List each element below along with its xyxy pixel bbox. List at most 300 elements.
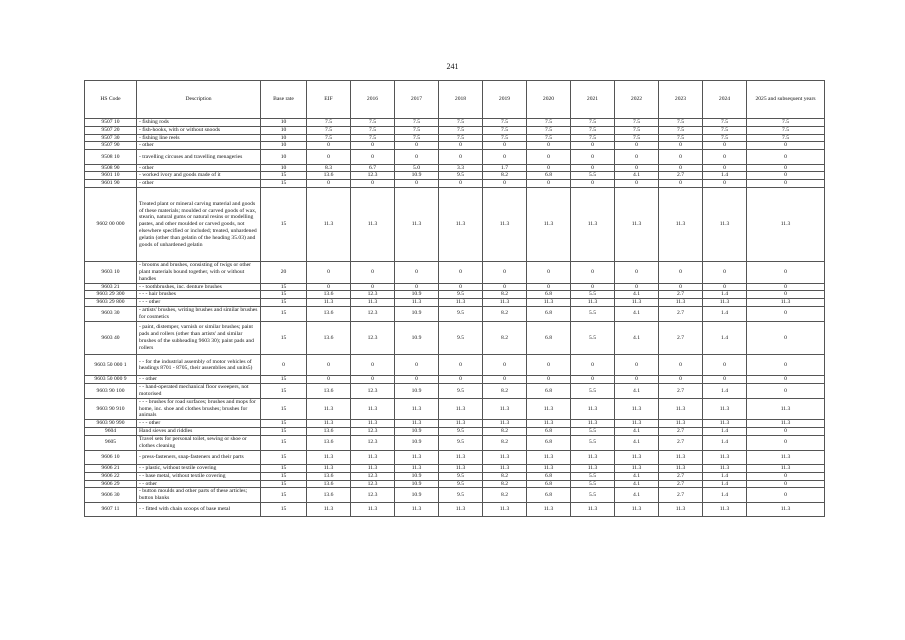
table-row bbox=[85, 376, 825, 384]
table-row bbox=[85, 134, 825, 142]
rate-cell: 15 bbox=[261, 299, 307, 307]
table-row bbox=[85, 188, 825, 262]
rate-cell: 1.4 bbox=[703, 172, 747, 180]
rate-cell: 11.3 bbox=[439, 502, 483, 516]
rate-cell: 0 bbox=[615, 283, 659, 291]
description-cell: - - - other bbox=[137, 299, 261, 307]
rate-cell: 0 bbox=[747, 376, 825, 384]
table-row bbox=[85, 398, 825, 419]
rate-cell: 10 bbox=[261, 150, 307, 164]
hs-code-cell: 9606 30 bbox=[85, 488, 137, 503]
rate-cell: 15 bbox=[261, 180, 307, 188]
rate-cell: 0 bbox=[395, 150, 439, 164]
rate-cell: 9.5 bbox=[439, 172, 483, 180]
hs-code-cell: 9606 21 bbox=[85, 464, 137, 472]
rate-cell: 6.8 bbox=[527, 384, 571, 399]
rate-cell: 11.3 bbox=[659, 188, 703, 262]
rate-cell: 0 bbox=[747, 142, 825, 150]
rate-cell: 8.2 bbox=[483, 384, 527, 399]
rate-cell: 0 bbox=[747, 488, 825, 503]
rate-cell: 5.5 bbox=[571, 480, 615, 488]
rate-cell: 6.8 bbox=[527, 306, 571, 321]
rate-cell: 2.7 bbox=[659, 306, 703, 321]
rate-cell: 11.3 bbox=[527, 450, 571, 464]
rate-cell: 0 bbox=[439, 283, 483, 291]
hs-code-cell: 9603 21 bbox=[85, 283, 137, 291]
rate-cell: 7.5 bbox=[659, 119, 703, 127]
hs-code-cell: 9603 50 000 1 bbox=[85, 355, 137, 376]
rate-cell: 4.1 bbox=[615, 428, 659, 436]
table-row bbox=[85, 172, 825, 180]
rate-cell: 0 bbox=[527, 180, 571, 188]
rate-cell: 7.5 bbox=[659, 126, 703, 134]
table-row bbox=[85, 150, 825, 164]
rate-cell: 0 bbox=[703, 283, 747, 291]
rate-cell: 11.3 bbox=[439, 420, 483, 428]
rate-cell: 7.5 bbox=[527, 119, 571, 127]
hs-code-cell: 9606 22 bbox=[85, 472, 137, 480]
hs-code-cell: 9605 bbox=[85, 435, 137, 450]
rate-cell: 11.3 bbox=[307, 398, 351, 419]
rate-cell: 11.3 bbox=[395, 502, 439, 516]
rate-cell: 0 bbox=[747, 428, 825, 436]
rate-cell: 8.2 bbox=[483, 172, 527, 180]
rate-cell: 0 bbox=[615, 142, 659, 150]
rate-cell: 1.4 bbox=[703, 428, 747, 436]
rate-cell: 9.5 bbox=[439, 291, 483, 299]
table-row bbox=[85, 488, 825, 503]
rate-cell: 9.5 bbox=[439, 488, 483, 503]
header-base-rate: Base rate bbox=[261, 81, 307, 119]
rate-cell: 11.3 bbox=[483, 299, 527, 307]
rate-cell: 8.2 bbox=[483, 321, 527, 355]
rate-cell: 7.5 bbox=[395, 126, 439, 134]
rate-cell: 13.6 bbox=[307, 306, 351, 321]
rate-cell: 11.3 bbox=[307, 464, 351, 472]
rate-cell: 11.3 bbox=[747, 299, 825, 307]
rate-cell: 10 bbox=[261, 126, 307, 134]
hs-code-cell: 9603 90 910 bbox=[85, 398, 137, 419]
rate-cell: 7.5 bbox=[703, 134, 747, 142]
table-row bbox=[85, 119, 825, 127]
rate-cell: 7.5 bbox=[747, 119, 825, 127]
rate-cell: 11.3 bbox=[659, 464, 703, 472]
rate-cell: 0 bbox=[395, 355, 439, 376]
rate-cell: 0 bbox=[439, 150, 483, 164]
rate-cell: 11.3 bbox=[615, 398, 659, 419]
rate-cell: 8.2 bbox=[483, 428, 527, 436]
rate-cell: 5.5 bbox=[571, 472, 615, 480]
rate-cell: 12.3 bbox=[351, 291, 395, 299]
table-body bbox=[85, 119, 825, 517]
rate-cell: 11.3 bbox=[615, 464, 659, 472]
description-cell: - other bbox=[137, 164, 261, 172]
rate-cell: 0 bbox=[261, 355, 307, 376]
rate-cell: 13.6 bbox=[307, 472, 351, 480]
rate-cell: 11.3 bbox=[395, 464, 439, 472]
rate-cell: 0 bbox=[659, 262, 703, 283]
rate-cell: 7.5 bbox=[527, 126, 571, 134]
rate-cell: 0 bbox=[703, 376, 747, 384]
rate-cell: 0 bbox=[351, 262, 395, 283]
rate-cell: 12.3 bbox=[351, 428, 395, 436]
rate-cell: 15 bbox=[261, 398, 307, 419]
page-number: 241 bbox=[446, 62, 459, 71]
rate-cell: 0 bbox=[659, 150, 703, 164]
rate-cell: 7.5 bbox=[615, 119, 659, 127]
rate-cell: 11.3 bbox=[351, 299, 395, 307]
rate-cell: 2.7 bbox=[659, 172, 703, 180]
rate-cell: 7.5 bbox=[571, 126, 615, 134]
hs-code-cell: 9507 20 bbox=[85, 126, 137, 134]
rate-cell: 11.3 bbox=[747, 450, 825, 464]
rate-cell: 0 bbox=[527, 355, 571, 376]
description-cell: - - other bbox=[137, 376, 261, 384]
hs-code-cell: 9603 10 bbox=[85, 262, 137, 283]
rate-cell: 5.5 bbox=[571, 435, 615, 450]
rate-cell: 5.0 bbox=[395, 164, 439, 172]
hs-code-cell: 9606 29 bbox=[85, 480, 137, 488]
hs-code-cell: 9508 10 bbox=[85, 150, 137, 164]
rate-cell: 11.3 bbox=[483, 420, 527, 428]
rate-cell: 0 bbox=[747, 306, 825, 321]
rate-cell: 10.9 bbox=[395, 306, 439, 321]
hs-code-cell: 9607 11 bbox=[85, 502, 137, 516]
rate-cell: 10 bbox=[261, 119, 307, 127]
rate-cell: 0 bbox=[527, 262, 571, 283]
rate-cell: 15 bbox=[261, 384, 307, 399]
table-row bbox=[85, 502, 825, 516]
hs-code-cell: 9601 90 bbox=[85, 180, 137, 188]
rate-cell: 11.3 bbox=[747, 398, 825, 419]
rate-cell: 4.1 bbox=[615, 472, 659, 480]
table-row bbox=[85, 480, 825, 488]
rate-cell: 0 bbox=[615, 262, 659, 283]
rate-cell: 9.5 bbox=[439, 321, 483, 355]
rate-cell: 9.5 bbox=[439, 480, 483, 488]
rate-cell: 11.3 bbox=[571, 502, 615, 516]
rate-cell: 11.3 bbox=[747, 420, 825, 428]
rate-cell: 0 bbox=[703, 150, 747, 164]
rate-cell: 7.5 bbox=[351, 126, 395, 134]
rate-cell: 11.3 bbox=[307, 502, 351, 516]
rate-cell: 12.3 bbox=[351, 480, 395, 488]
rate-cell: 0 bbox=[747, 164, 825, 172]
rate-cell: 11.3 bbox=[703, 299, 747, 307]
rate-cell: 2.7 bbox=[659, 435, 703, 450]
description-cell: - fishing rods bbox=[137, 119, 261, 127]
description-cell: - - toothbrushes, inc. denture brushes bbox=[137, 283, 261, 291]
rate-cell: 11.3 bbox=[439, 398, 483, 419]
hs-code-cell: 9604 bbox=[85, 428, 137, 436]
rate-cell: 11.3 bbox=[439, 299, 483, 307]
rate-cell: 11.3 bbox=[659, 398, 703, 419]
rate-cell: 0 bbox=[483, 142, 527, 150]
hs-code-cell: 9603 50 000 9 bbox=[85, 376, 137, 384]
rate-cell: 0 bbox=[527, 376, 571, 384]
rate-cell: 15 bbox=[261, 480, 307, 488]
rate-cell: 0 bbox=[747, 262, 825, 283]
rate-cell: 0 bbox=[439, 142, 483, 150]
rate-cell: 12.3 bbox=[351, 321, 395, 355]
rate-cell: 13.6 bbox=[307, 321, 351, 355]
table-row bbox=[85, 126, 825, 134]
rate-cell: 0 bbox=[527, 150, 571, 164]
rate-cell: 4.1 bbox=[615, 306, 659, 321]
rate-cell: 15 bbox=[261, 291, 307, 299]
rate-cell: 11.3 bbox=[659, 502, 703, 516]
rate-cell: 0 bbox=[615, 355, 659, 376]
rate-cell: 0 bbox=[571, 262, 615, 283]
rate-cell: 13.6 bbox=[307, 172, 351, 180]
rate-cell: 20 bbox=[261, 262, 307, 283]
rate-cell: 0 bbox=[483, 283, 527, 291]
rate-cell: 13.6 bbox=[307, 428, 351, 436]
rate-cell: 11.3 bbox=[571, 188, 615, 262]
header-2025-subsequent: 2025 and subsequent years bbox=[747, 81, 825, 119]
rate-cell: 2.7 bbox=[659, 428, 703, 436]
rate-cell: 0 bbox=[703, 262, 747, 283]
rate-cell: 1.4 bbox=[703, 384, 747, 399]
rate-cell: 0 bbox=[747, 172, 825, 180]
rate-cell: 10.9 bbox=[395, 291, 439, 299]
rate-cell: 11.3 bbox=[747, 464, 825, 472]
table-row bbox=[85, 142, 825, 150]
rate-cell: 0 bbox=[747, 472, 825, 480]
header-description: Description bbox=[137, 81, 261, 119]
rate-cell: 7.5 bbox=[703, 119, 747, 127]
rate-cell: 2.7 bbox=[659, 291, 703, 299]
description-cell: - - fitted with chain scoops of base metal bbox=[137, 502, 261, 516]
rate-cell: 11.3 bbox=[351, 188, 395, 262]
description-cell: - artists' brushes, writing brushes and similar brushes for cosmetics bbox=[137, 306, 261, 321]
description-cell: - - hand-operated mechanical floor sweepers, not motorised bbox=[137, 384, 261, 399]
rate-cell: 11.3 bbox=[351, 464, 395, 472]
rate-cell: 0 bbox=[571, 150, 615, 164]
rate-cell: 13.6 bbox=[307, 488, 351, 503]
rate-cell: 0 bbox=[351, 142, 395, 150]
rate-cell: 15 bbox=[261, 376, 307, 384]
rate-cell: 0 bbox=[659, 283, 703, 291]
header-2021: 2021 bbox=[571, 81, 615, 119]
description-cell: - fishing line reels bbox=[137, 134, 261, 142]
hs-code-cell: 9601 10 bbox=[85, 172, 137, 180]
header-2018: 2018 bbox=[439, 81, 483, 119]
rate-cell: 11.3 bbox=[615, 188, 659, 262]
rate-cell: 11.3 bbox=[395, 188, 439, 262]
description-cell: - other bbox=[137, 142, 261, 150]
rate-cell: 2.7 bbox=[659, 384, 703, 399]
description-cell: Travel sets for personal toilet, sewing or shoe or clothes cleaning bbox=[137, 435, 261, 450]
rate-cell: 11.3 bbox=[571, 420, 615, 428]
rate-cell: 8.2 bbox=[483, 472, 527, 480]
rate-cell: 0 bbox=[747, 291, 825, 299]
rate-cell: 7.5 bbox=[483, 134, 527, 142]
hs-code-cell: 9507 10 bbox=[85, 119, 137, 127]
rate-cell: 11.3 bbox=[351, 398, 395, 419]
rate-cell: 11.3 bbox=[395, 299, 439, 307]
rate-cell: 10.9 bbox=[395, 384, 439, 399]
rate-cell: 0 bbox=[395, 376, 439, 384]
rate-cell: 0 bbox=[747, 480, 825, 488]
rate-cell: 0 bbox=[659, 142, 703, 150]
hs-code-cell: 9606 10 bbox=[85, 450, 137, 464]
rate-cell: 0 bbox=[351, 150, 395, 164]
rate-cell: 0 bbox=[615, 180, 659, 188]
rate-cell: 10 bbox=[261, 142, 307, 150]
rate-cell: 11.3 bbox=[527, 464, 571, 472]
rate-cell: 1.4 bbox=[703, 306, 747, 321]
rate-cell: 0 bbox=[703, 355, 747, 376]
rate-cell: 11.3 bbox=[351, 420, 395, 428]
rate-cell: 0 bbox=[703, 142, 747, 150]
rate-cell: 7.5 bbox=[439, 119, 483, 127]
rate-cell: 15 bbox=[261, 188, 307, 262]
rate-cell: 7.5 bbox=[615, 126, 659, 134]
rate-cell: 11.3 bbox=[659, 450, 703, 464]
rate-cell: 15 bbox=[261, 428, 307, 436]
hs-code-cell: 9602 00 000 bbox=[85, 188, 137, 262]
rate-cell: 0 bbox=[747, 180, 825, 188]
rate-cell: 7.5 bbox=[483, 126, 527, 134]
rate-cell: 15 bbox=[261, 420, 307, 428]
table-row bbox=[85, 262, 825, 283]
rate-cell: 11.3 bbox=[307, 450, 351, 464]
rate-cell: 4.1 bbox=[615, 172, 659, 180]
rate-cell: 13.6 bbox=[307, 435, 351, 450]
rate-cell: 0 bbox=[703, 164, 747, 172]
rate-cell: 12.3 bbox=[351, 384, 395, 399]
header-hs-code: HS Code bbox=[85, 81, 137, 119]
description-cell: - - - other bbox=[137, 420, 261, 428]
rate-cell: 11.3 bbox=[527, 188, 571, 262]
rate-cell: 11.3 bbox=[615, 450, 659, 464]
rate-cell: 0 bbox=[703, 180, 747, 188]
rate-cell: 8.2 bbox=[483, 435, 527, 450]
rate-cell: 15 bbox=[261, 450, 307, 464]
table-row bbox=[85, 384, 825, 399]
rate-cell: 12.3 bbox=[351, 472, 395, 480]
rate-cell: 5.5 bbox=[571, 172, 615, 180]
rate-cell: 11.3 bbox=[659, 299, 703, 307]
rate-cell: 11.3 bbox=[307, 299, 351, 307]
rate-cell: 15 bbox=[261, 172, 307, 180]
rate-cell: 0 bbox=[747, 435, 825, 450]
header-2016: 2016 bbox=[351, 81, 395, 119]
rate-cell: 7.5 bbox=[439, 126, 483, 134]
rate-cell: 11.3 bbox=[351, 450, 395, 464]
rate-cell: 11.3 bbox=[483, 188, 527, 262]
rate-cell: 0 bbox=[483, 262, 527, 283]
rate-cell: 6.7 bbox=[351, 164, 395, 172]
rate-cell: 4.1 bbox=[615, 384, 659, 399]
header-2017: 2017 bbox=[395, 81, 439, 119]
rate-cell: 11.3 bbox=[351, 502, 395, 516]
rate-cell: 0 bbox=[527, 283, 571, 291]
rate-cell: 2.7 bbox=[659, 321, 703, 355]
table-row bbox=[85, 450, 825, 464]
rate-cell: 5.5 bbox=[571, 306, 615, 321]
rate-cell: 15 bbox=[261, 321, 307, 355]
rate-cell: 13.6 bbox=[307, 480, 351, 488]
hs-code-cell: 9603 90 100 bbox=[85, 384, 137, 399]
rate-cell: 0 bbox=[395, 262, 439, 283]
rate-cell: 3.3 bbox=[439, 164, 483, 172]
description-cell: Hand sieves and riddles bbox=[137, 428, 261, 436]
rate-cell: 11.3 bbox=[483, 450, 527, 464]
table-row bbox=[85, 299, 825, 307]
rate-cell: 10.9 bbox=[395, 480, 439, 488]
rate-cell: 5.5 bbox=[571, 321, 615, 355]
rate-cell: 7.5 bbox=[307, 134, 351, 142]
header-row bbox=[85, 81, 825, 119]
rate-cell: 0 bbox=[659, 180, 703, 188]
rate-cell: 5.5 bbox=[571, 428, 615, 436]
rate-cell: 11.3 bbox=[571, 450, 615, 464]
table-row bbox=[85, 420, 825, 428]
rate-cell: 9.5 bbox=[439, 435, 483, 450]
rate-cell: 6.8 bbox=[527, 488, 571, 503]
rate-cell: 0 bbox=[307, 355, 351, 376]
rate-cell: 0 bbox=[351, 355, 395, 376]
rate-cell: 0 bbox=[307, 142, 351, 150]
rate-cell: 12.3 bbox=[351, 172, 395, 180]
rate-cell: 0 bbox=[439, 262, 483, 283]
table-row bbox=[85, 283, 825, 291]
description-cell: - worked ivory and goods made of it bbox=[137, 172, 261, 180]
rate-cell: 0 bbox=[747, 355, 825, 376]
header-eif: EIF bbox=[307, 81, 351, 119]
rate-cell: 0 bbox=[483, 150, 527, 164]
header-2019: 2019 bbox=[483, 81, 527, 119]
rate-cell: 2.7 bbox=[659, 488, 703, 503]
table-row bbox=[85, 321, 825, 355]
description-cell: - - base metal, without textile covering bbox=[137, 472, 261, 480]
header-2020: 2020 bbox=[527, 81, 571, 119]
rate-cell: 2.7 bbox=[659, 480, 703, 488]
table-row bbox=[85, 180, 825, 188]
rate-cell: 0 bbox=[527, 164, 571, 172]
rate-cell: 15 bbox=[261, 306, 307, 321]
rate-cell: 4.1 bbox=[615, 435, 659, 450]
rate-cell: 11.3 bbox=[571, 464, 615, 472]
rate-cell: 15 bbox=[261, 435, 307, 450]
rate-cell: 9.5 bbox=[439, 472, 483, 480]
hs-code-cell: 9507 90 bbox=[85, 142, 137, 150]
rate-cell: 6.8 bbox=[527, 172, 571, 180]
description-cell: - - other bbox=[137, 480, 261, 488]
tariff-table bbox=[84, 80, 825, 517]
rate-cell: 4.1 bbox=[615, 480, 659, 488]
rate-cell: 11.3 bbox=[527, 299, 571, 307]
rate-cell: 11.3 bbox=[439, 188, 483, 262]
rate-cell: 8.2 bbox=[483, 306, 527, 321]
rate-cell: 7.5 bbox=[659, 134, 703, 142]
rate-cell: 5.5 bbox=[571, 384, 615, 399]
rate-cell: 8.2 bbox=[483, 291, 527, 299]
rate-cell: 11.3 bbox=[439, 450, 483, 464]
table-row bbox=[85, 435, 825, 450]
description-cell: - button moulds and other parts of these articles; button blanks bbox=[137, 488, 261, 503]
table-row bbox=[85, 164, 825, 172]
rate-cell: 0 bbox=[439, 180, 483, 188]
rate-cell: 11.3 bbox=[527, 420, 571, 428]
rate-cell: 0 bbox=[439, 355, 483, 376]
table-row bbox=[85, 472, 825, 480]
rate-cell: 6.8 bbox=[527, 321, 571, 355]
rate-cell: 10.9 bbox=[395, 321, 439, 355]
rate-cell: 7.5 bbox=[307, 119, 351, 127]
